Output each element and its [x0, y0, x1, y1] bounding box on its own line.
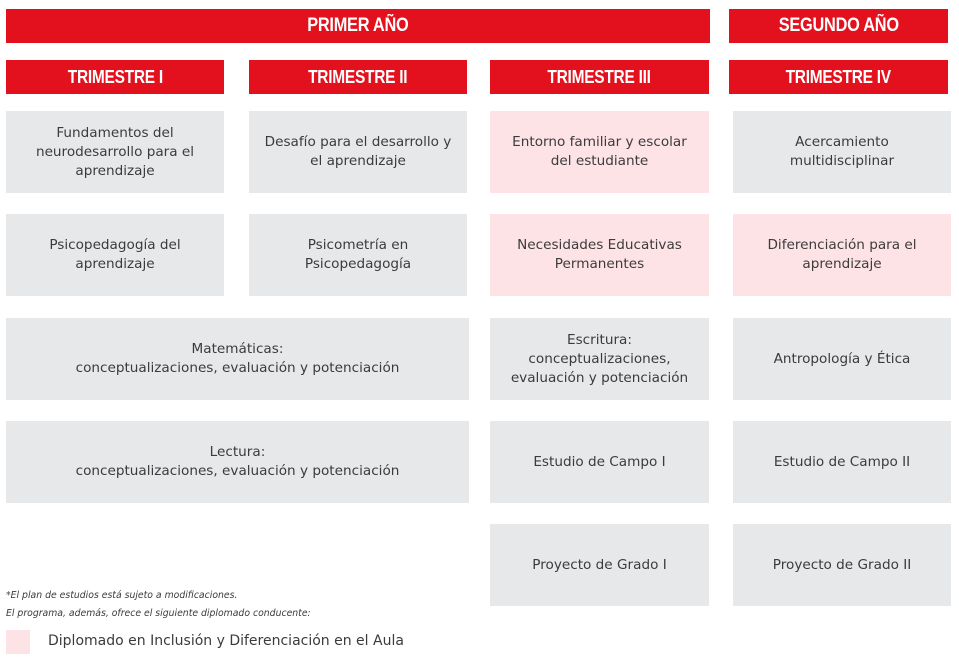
course-fundamentos	[6, 111, 224, 193]
course-label: Fundamentos del neurodesarrollo para el aprendizaje	[35, 124, 195, 179]
legend-swatch	[6, 630, 30, 654]
header-trimestre-3-label: TRIMESTRE III	[547, 66, 652, 87]
course-label: Estudio de Campo I	[533, 453, 666, 470]
course-label: Proyecto de Grado I	[532, 556, 667, 573]
course-matematicas	[6, 318, 469, 400]
course-grado-1	[490, 524, 709, 606]
course-label: Proyecto de Grado II	[772, 556, 912, 573]
course-campo-2	[733, 421, 951, 503]
course-label: Lectura: conceptualizaciones, evaluación y potenciación	[75, 444, 400, 479]
note-also-offers: El programa, además, ofrece el siguiente diplomado conducente:	[6, 608, 311, 619]
course-label: Necesidades Educativas Permanentes	[517, 237, 682, 272]
header-trimestre-4	[729, 60, 948, 94]
header-trimestre-3	[490, 60, 709, 94]
header-trimestre-2	[249, 60, 467, 94]
course-acercamiento	[733, 111, 951, 193]
course-psicopedagogia	[6, 214, 224, 296]
note-subject-to-change: *El plan de estudios está sujeto a modificaciones.	[6, 590, 238, 601]
course-label: Antropología y Ética	[773, 350, 911, 367]
course-diferenciacion	[733, 214, 951, 296]
course-necesidades	[490, 214, 709, 296]
course-campo-1	[490, 421, 709, 503]
header-trimestre-1	[6, 60, 224, 94]
course-label: Psicopedagogía del aprendizaje	[49, 237, 181, 272]
course-psicometria	[249, 214, 467, 296]
header-segundo-ano-label: SEGUNDO AÑO	[778, 15, 899, 36]
header-primer-ano	[6, 9, 710, 43]
header-segundo-ano	[729, 9, 948, 43]
course-label: Estudio de Campo II	[773, 453, 911, 470]
course-desafio	[249, 111, 467, 193]
course-label: Escritura: conceptualizaciones, evaluación y potenciación	[510, 331, 689, 386]
course-label: Matemáticas: conceptualizaciones, evaluación y potenciación	[75, 341, 400, 376]
course-antropologia	[733, 318, 951, 400]
course-label: Entorno familiar y escolar del estudiante	[512, 134, 687, 169]
header-trimestre-2-label: TRIMESTRE II	[308, 66, 408, 87]
header-primer-ano-label: PRIMER AÑO	[307, 15, 409, 36]
course-label: Psicometría en Psicopedagogía	[304, 237, 412, 272]
legend-label: Diplomado en Inclusión y Diferenciación en el Aula	[48, 633, 404, 649]
course-escritura	[490, 318, 709, 400]
course-grado-2	[733, 524, 951, 606]
header-trimestre-4-label: TRIMESTRE IV	[785, 66, 892, 87]
course-label: Desafío para el desarrollo y el aprendizaje	[264, 134, 452, 169]
course-label: Acercamiento multidisciplinar	[789, 134, 895, 169]
course-label: Diferenciación para el aprendizaje	[767, 237, 917, 272]
course-entorno	[490, 111, 709, 193]
course-lectura	[6, 421, 469, 503]
header-trimestre-1-label: TRIMESTRE I	[67, 66, 163, 87]
